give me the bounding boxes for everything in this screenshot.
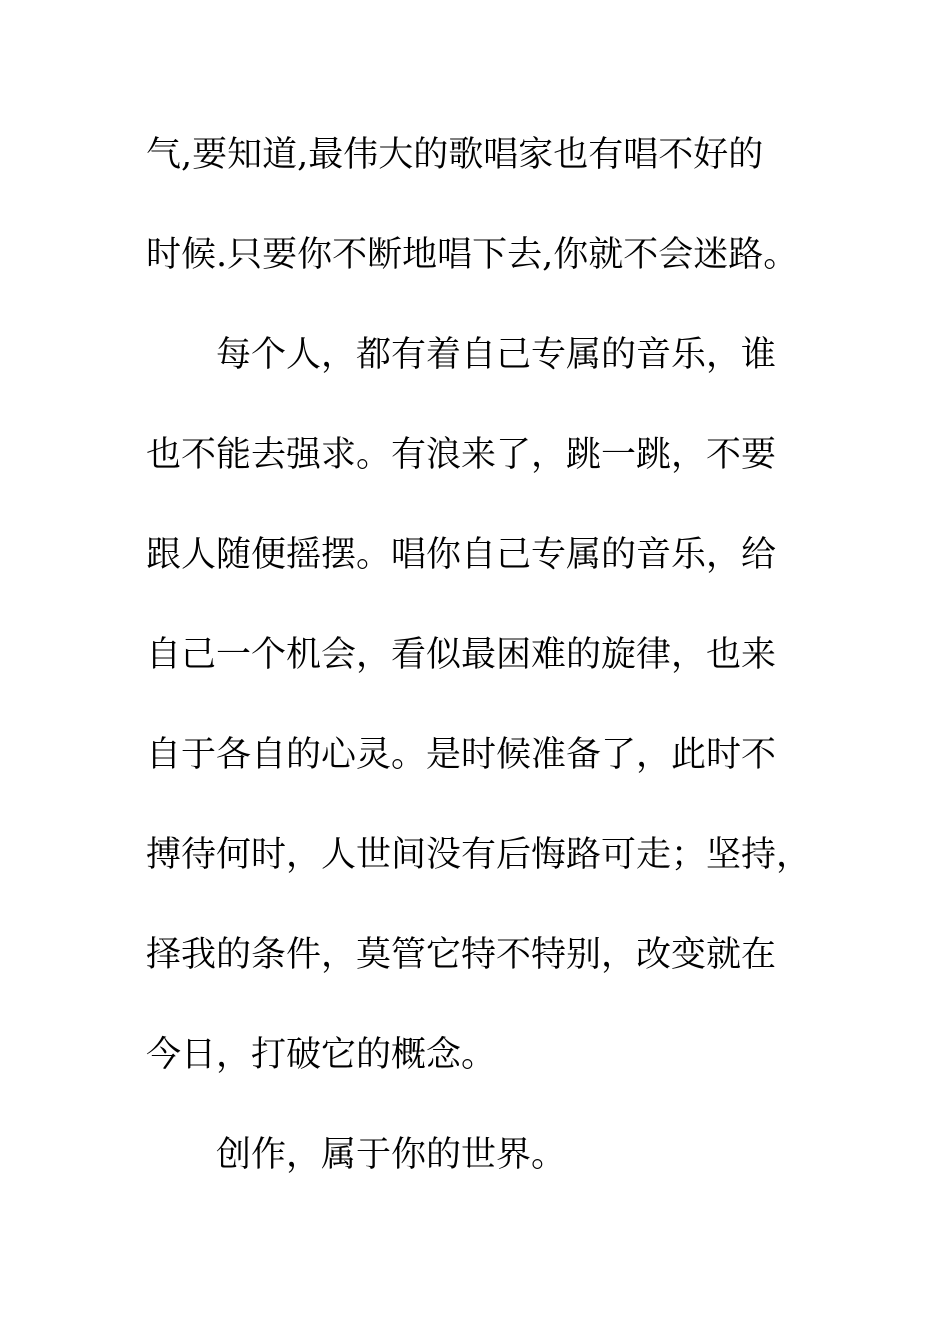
text-line: 也不能去强求。有浪来了，跳一跳，不要 <box>146 435 777 475</box>
text-line: 自于各自的心灵。是时候准备了，此时不 <box>146 735 777 775</box>
text-line: 时候.只要你不断地唱下去,你就不会迷路。 <box>146 235 799 275</box>
text-line: 搏待何时，人世间没有后悔路可走；坚持， <box>146 835 812 875</box>
text-line: 跟人随便摇摆。唱你自己专属的音乐，给 <box>146 535 777 575</box>
text-line: 择我的条件，莫管它特不特别，改变就在 <box>146 935 777 975</box>
paragraph-start-line: 创作，属于你的世界。 <box>216 1135 567 1175</box>
text-line: 气,要知道,最伟大的歌唱家也有唱不好的 <box>146 135 764 175</box>
paragraph-start-line: 每个人，都有着自己专属的音乐，谁 <box>216 335 777 375</box>
text-line: 自己一个机会，看似最困难的旋律，也来 <box>146 635 777 675</box>
text-line: 今日，打破它的概念。 <box>146 1035 497 1075</box>
body-text <box>146 125 812 1225</box>
